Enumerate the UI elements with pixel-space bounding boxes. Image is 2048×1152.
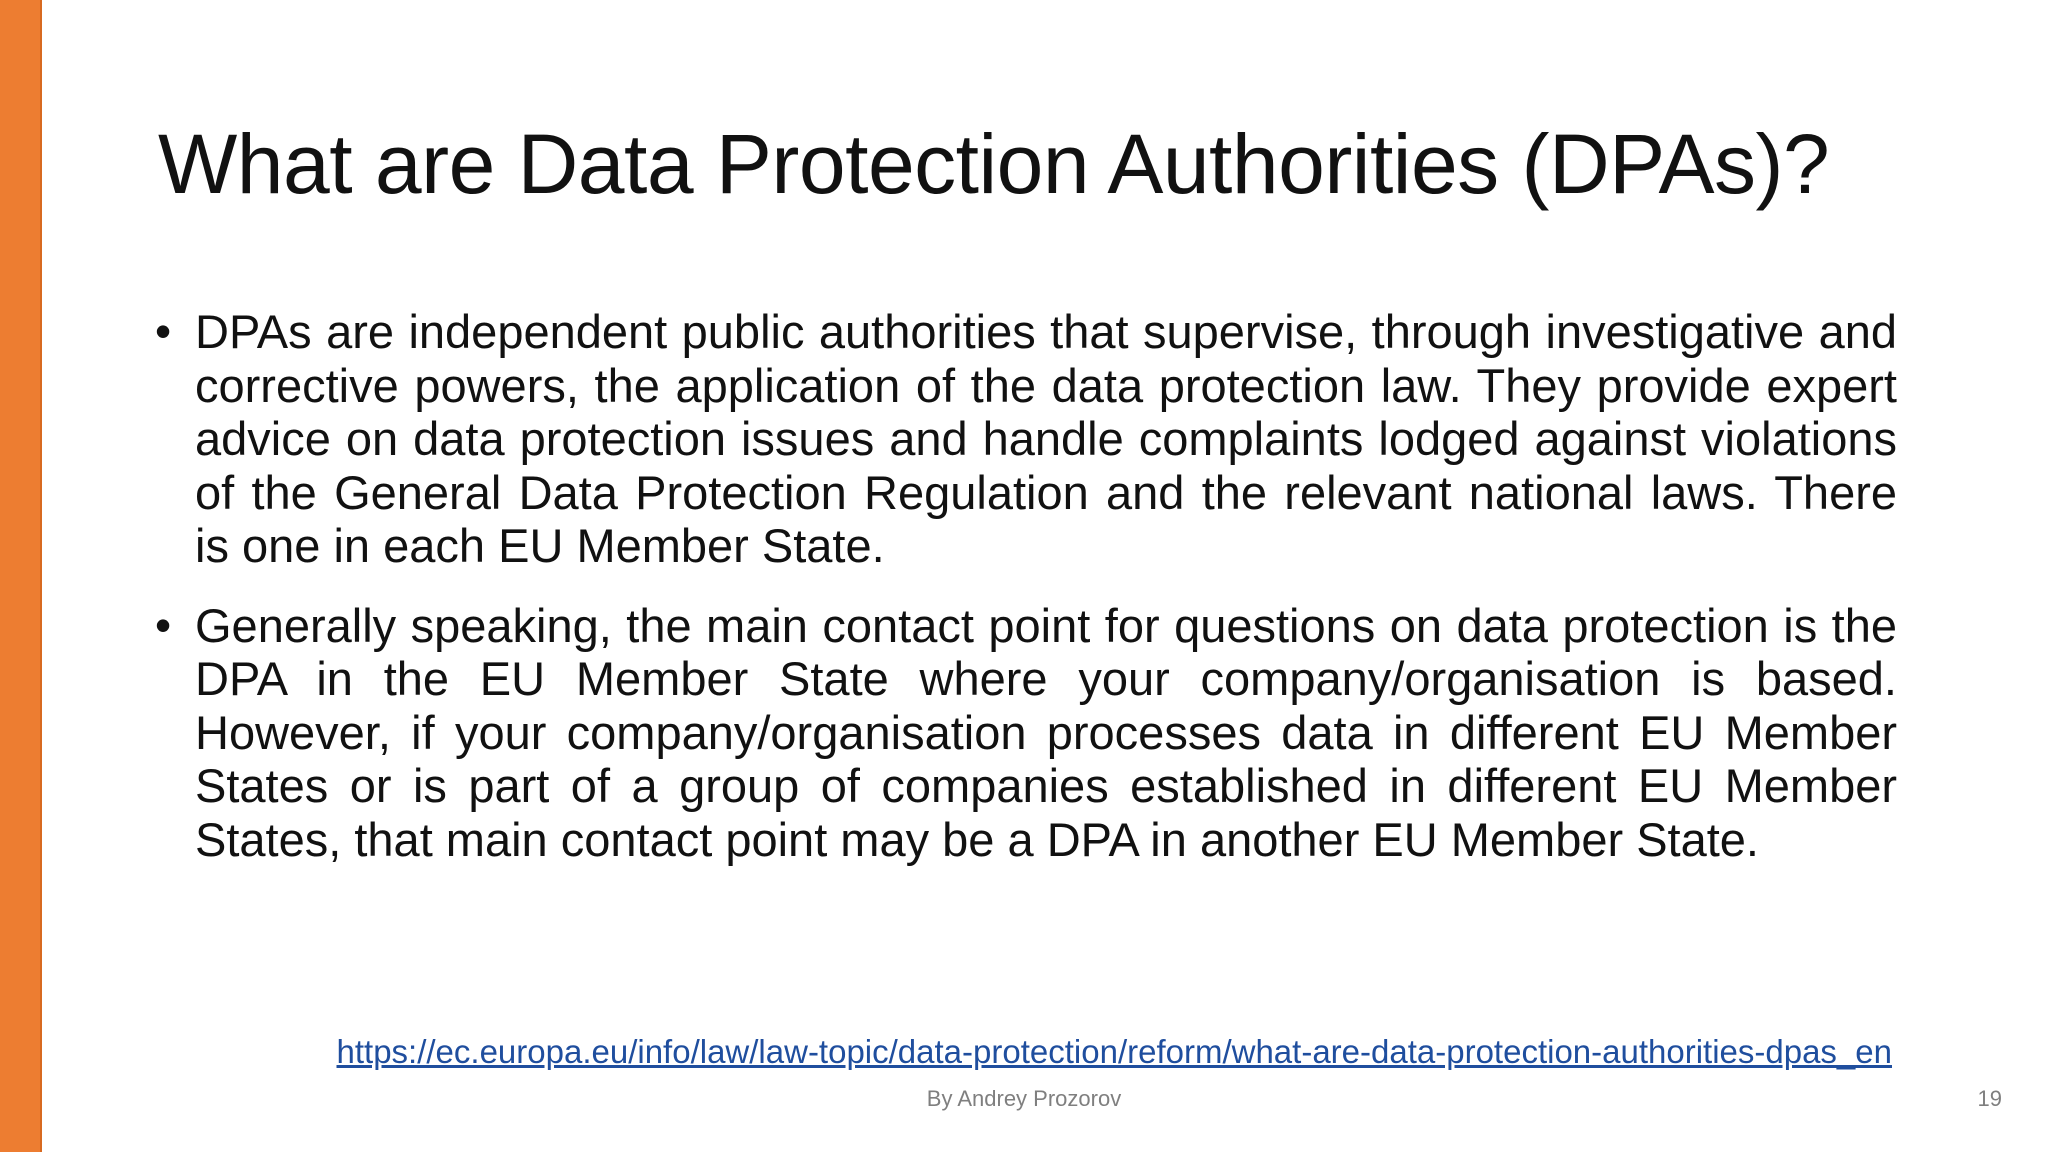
footer-author: By Andrey Prozorov bbox=[926, 1086, 1122, 1111]
bullet-item bbox=[155, 305, 1897, 573]
page-number: 19 bbox=[1977, 1086, 2002, 1111]
slide-title: What are Data Protection Authorities (DPAs)? bbox=[158, 117, 1830, 211]
bullet-icon: • bbox=[155, 305, 172, 357]
accent-bar bbox=[0, 0, 42, 1152]
bullet-text: DPAs are independent public authorities that supervise, through investigative and corrective powers, the application of the data protection law. They provide expert advice on data protection issues and handle complaints lodged against violations of the General Data Protection Regulation and the relevant national laws. There is one in each EU Member State. bbox=[195, 305, 1897, 572]
bullet-item bbox=[155, 599, 1897, 867]
source-link[interactable]: https://ec.europa.eu/info/law/law-topic/data-protection/reform/what-are-data-protection-authorities-dpas_en bbox=[336, 1033, 1892, 1070]
bullet-text: Generally speaking, the main contact point for questions on data protection is the DPA in the EU Member State where your company/organisation is based. However, if your company/organisation processes data in different EU Member States or is part of a group of companies established in different EU Member States, that main contact point may be a DPA in another EU Member State. bbox=[195, 598, 1897, 866]
bullet-icon: • bbox=[155, 598, 172, 651]
bullet-list bbox=[155, 305, 1897, 892]
